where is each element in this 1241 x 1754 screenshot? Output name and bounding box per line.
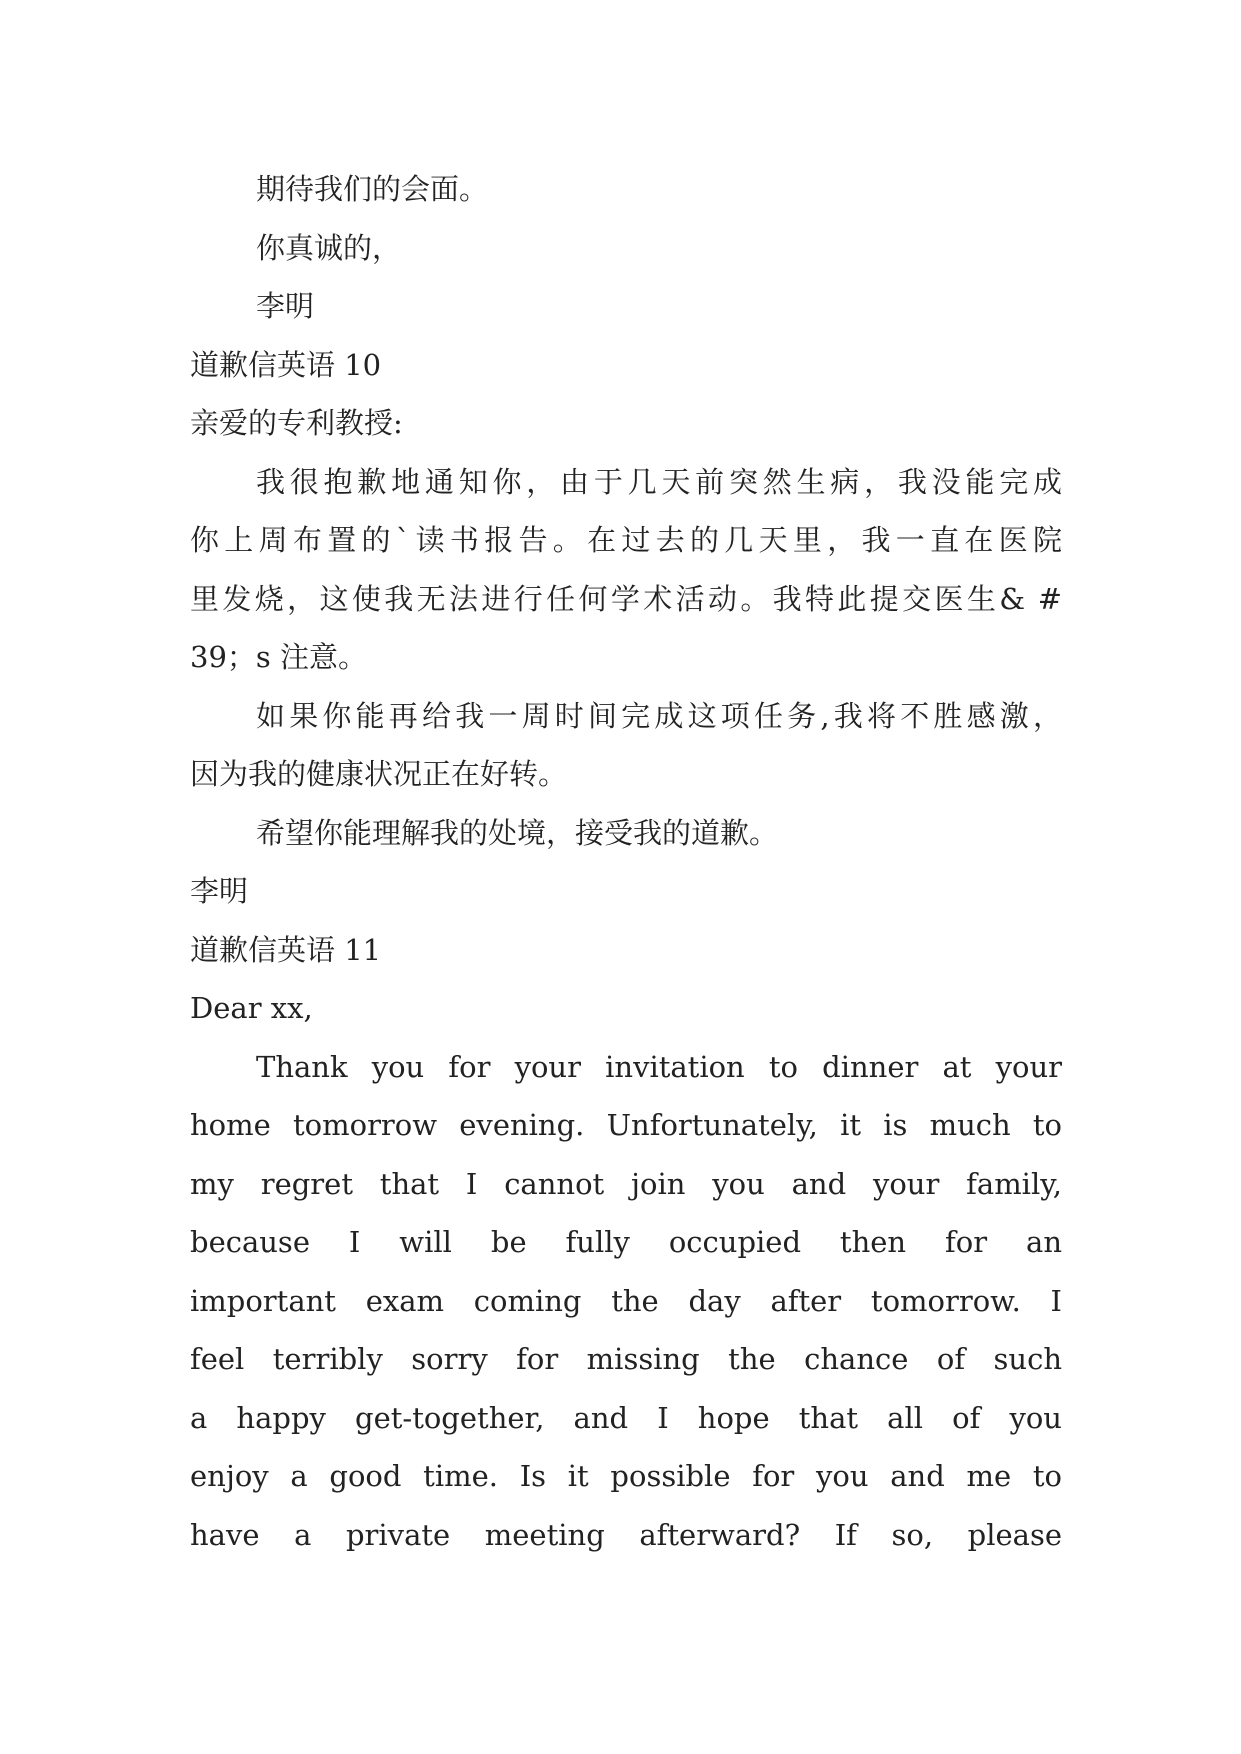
document-body [190, 160, 1062, 1564]
letter-11-p1-line: feel terribly sorry for missing the chance of such [190, 1342, 1062, 1376]
letter-11-heading: 道歉信英语 11 [190, 932, 382, 967]
letter-11-p1-line: home tomorrow evening. Unfortunately, it is much to [190, 1108, 1062, 1142]
letter-10-heading: 道歉信英语 10 [190, 347, 382, 382]
letter-11-p1-line: important exam coming the day after tomorrow. I [190, 1283, 1062, 1318]
letter-10-p1-line: 里发烧，这使我无法进行任何学术活动。我特此提交医生& # [190, 581, 1062, 616]
closing-line: 期待我们的会面。 [256, 172, 489, 206]
letter-11-p1-line: Thank you for your invitation to dinner at your [256, 1049, 1062, 1084]
letter-11-p1-line: have a private meeting afterward? If so, please [190, 1517, 1062, 1552]
signature-top: 李明 [256, 289, 315, 323]
letter-10-greeting: 亲爱的专利教授: [190, 406, 403, 440]
letter-10-signature: 李明 [190, 874, 249, 908]
letter-11-p1-line: a happy get-together, and I hope that all of you [190, 1400, 1062, 1435]
letter-10-p1-line: 你上周布置的`读书报告。在过去的几天里，我一直在医院 [190, 523, 1062, 557]
letter-10-p2-line: 因为我的健康状况正在好转。 [190, 757, 568, 791]
letter-10-p2-line: 如果你能再给我一周时间完成这项任务,我将不胜感激， [256, 698, 1062, 733]
letter-11-greeting: Dear xx, [190, 991, 313, 1025]
letter-11-p1-line: enjoy a good time. Is it possible for you and me to [190, 1459, 1062, 1493]
letter-10-p1-line: 39；s 注意。 [190, 640, 368, 674]
letter-10-p1-line: 我很抱歉地通知你，由于几天前突然生病，我没能完成 [256, 464, 1062, 499]
letter-10-p3-line: 希望你能理解我的处境，接受我的道歉。 [256, 815, 779, 850]
salutation-close: 你真诚的， [256, 230, 402, 265]
letter-11-p1-line: my regret that I cannot join you and your family, [190, 1166, 1062, 1201]
letter-11-p1-line: because I will be fully occupied then for an [190, 1225, 1062, 1259]
